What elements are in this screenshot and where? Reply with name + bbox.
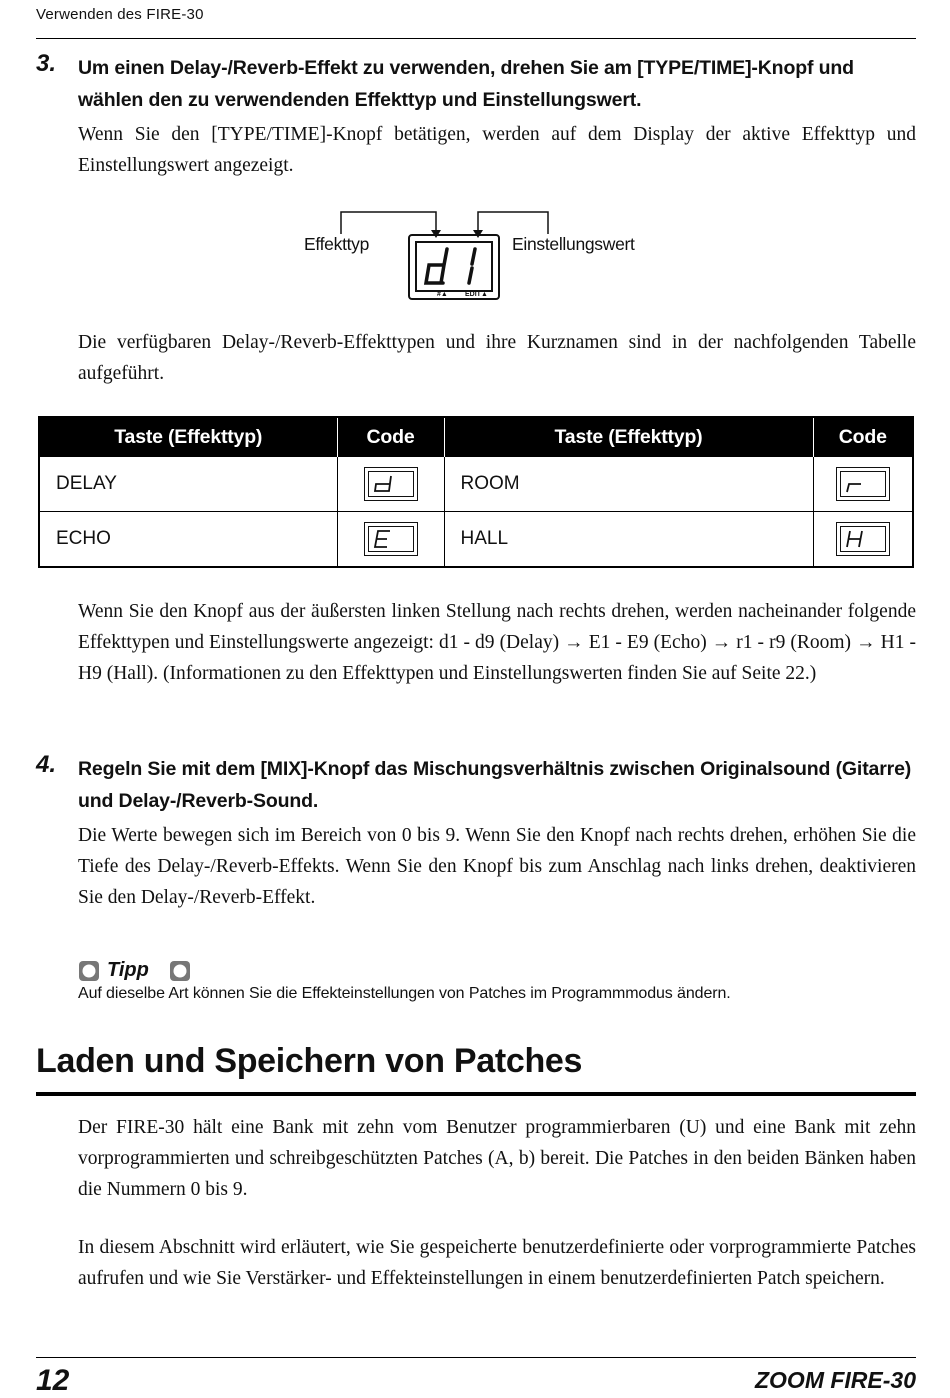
step-4-text: Die Werte bewegen sich im Bereich von 0 bis 9. Wenn Sie den Knopf nach rechts drehen, erhöhen Sie die Tiefe des Delay-/Reverb-Effekts. Wenn Sie den Knopf bis zum Anschlag nach links drehen, deaktivieren Sie den Delay-/Reverb-Effekt. [78, 825, 916, 908]
table-row [39, 512, 913, 568]
running-header: Verwenden des FIRE-30 [36, 6, 204, 23]
effect-name-cell: DELAY [39, 457, 337, 512]
table-followup-text: Wenn Sie den Knopf aus der äußersten linken Stellung nach rechts drehen, werden nacheinander folgende Effekttypen und Einstellungswerte angezeigt: d1 - d9 (Delay) → E1 - E9 (Echo) → r1 - r9 (Room) → H1 - H9 (Hall). (Informationen zu den Effekttypen und Einstellungswerten finden Sie auf Seite 22.) [78, 601, 916, 684]
setting-value-label: Einstellungswert [512, 234, 635, 254]
tip-label: Tipp [107, 959, 149, 981]
code-cell [337, 457, 444, 512]
column-header: Code [813, 417, 913, 457]
tip-text: Auf dieselbe Art können Sie die Effekteinstellungen von Patches im Programmmodus ändern. [78, 985, 731, 1002]
column-header: Code [337, 417, 444, 457]
step-number: 3. [36, 50, 57, 77]
segment-code-h [836, 522, 890, 556]
step-heading: Regeln Sie mit dem [MIX]-Knopf das Mischungsverhältnis zwischen Originalsound (Gitarre) und Delay-/Reverb-Sound. [78, 758, 912, 812]
display-diagram [300, 208, 660, 303]
digit-indicator-left: #▲ [437, 291, 448, 298]
lcd-screen [415, 241, 493, 292]
section-title: Laden und Speichern von Patches [36, 1042, 583, 1080]
effect-name-cell: ECHO [39, 512, 337, 568]
effect-name-cell: HALL [444, 512, 813, 568]
effect-type-label: Effekttyp [304, 234, 370, 254]
step-3-text: Wenn Sie den [TYPE/TIME]-Knopf betätigen, werden auf dem Display der aktive Effekttyp und Einstellungswert angezeigt. [78, 124, 916, 176]
effect-name-cell: ROOM [444, 457, 813, 512]
section-paragraph-1: Der FIRE-30 hält eine Bank mit zehn vom Benutzer programmierbaren (U) und eine Bank mit zehn vorprogrammierten und schreibgeschützten Patches (A, b) bereit. Die Patches in den beiden Bänken haben die Nummern 0 bis 9. [78, 1117, 916, 1200]
step-4 [36, 753, 916, 817]
header-rule [36, 38, 916, 39]
digit-indicator-edit: EDIT▲ [465, 291, 488, 298]
footer-brand: ZOOM FIRE-30 [754, 1367, 916, 1393]
table-header-row [39, 417, 913, 457]
table-intro: Die verfügbaren Delay-/Reverb-Effekttypen und ihre Kurznamen sind in der nachfolgenden Tabelle aufgeführt. [78, 332, 916, 384]
step-heading: Um einen Delay-/Reverb-Effekt zu verwenden, drehen Sie am [TYPE/TIME]-Knopf und wählen den zu verwendenden Effekttyp und Einstellungswert. [78, 57, 854, 111]
column-header: Taste (Effekttyp) [39, 417, 337, 457]
segment-code-d [364, 467, 418, 501]
page-number: 12 [36, 1364, 70, 1397]
code-cell [813, 512, 913, 568]
segment-code-r [836, 467, 890, 501]
segment-code-e [364, 522, 418, 556]
section-paragraph-2: In diesem Abschnitt wird erläutert, wie Sie gespeicherte benutzerdefinierte oder vorprogrammierte Patches aufrufen und wie Sie Verstärker- und Effekteinstellungen in einem benutzerdefinierten Patch speichern. [78, 1237, 916, 1289]
step-3 [36, 52, 916, 116]
code-cell [337, 512, 444, 568]
column-header: Taste (Effekttyp) [444, 417, 813, 457]
step-number: 4. [36, 751, 57, 778]
lcd-digits [417, 243, 491, 290]
footer-rule [36, 1357, 916, 1358]
code-cell [813, 457, 913, 512]
table-row [39, 457, 913, 512]
section-rule [36, 1092, 916, 1096]
effect-type-table [38, 416, 914, 568]
